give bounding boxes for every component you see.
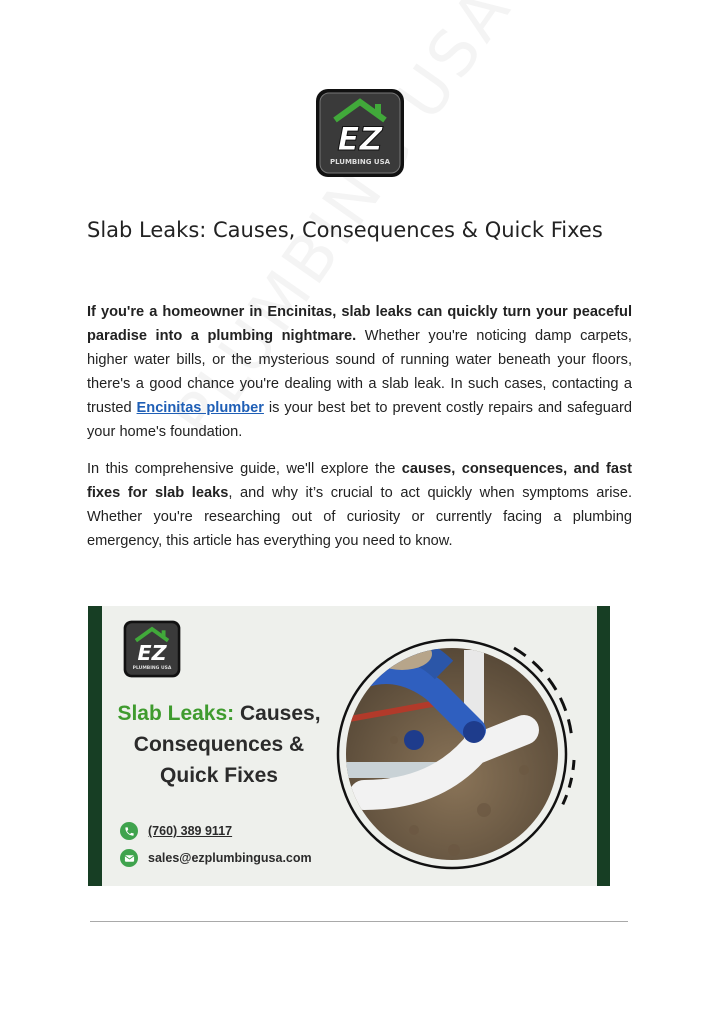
mail-icon <box>120 849 138 867</box>
banner-phone-text: (760) 389 9117 <box>148 824 233 838</box>
intro-bold-lead: If you're a homeowner in Encinitas, slab leaks can quickly turn your peaceful paradise into a plumbing nightmare. <box>87 304 632 344</box>
ez-plumbing-logo <box>315 88 405 178</box>
banner-email-text: sales@ezplumbingusa.com <box>148 851 312 865</box>
banner-title-rest: Causes, Consequences & Quick Fixes <box>133 702 321 787</box>
intro-text-b: is your best bet to prevent costly repairs and safeguard your home's foundation. <box>87 400 632 440</box>
banner-logo-tagline: PLUMBING USA <box>132 665 172 671</box>
guide-text-a: In this comprehensive guide, we'll explore the <box>87 461 402 477</box>
footer-divider <box>90 921 628 922</box>
intro-text-a: Whether you're noticing damp carpets, higher water bills, or the mysterious sound of running water beneath your floors, there's a good chance you're dealing with a slab leak. In such cases, contacting a trusted <box>87 328 632 416</box>
intro-paragraph <box>87 300 632 444</box>
logo-brand-text: EZ <box>337 120 383 158</box>
page-title: Slab Leaks: Causes, Consequences & Quick Fixes <box>87 218 603 242</box>
banner-left-edge <box>88 606 102 886</box>
encinitas-plumber-link[interactable]: Encinitas plumber <box>136 400 264 416</box>
banner-email <box>120 849 312 867</box>
banner-right-edge <box>597 606 610 886</box>
banner-phone <box>120 822 232 840</box>
logo-tagline: PLUMBING USA <box>329 158 391 166</box>
banner-logo <box>123 620 181 678</box>
banner-logo-brand: EZ <box>137 640 167 665</box>
guide-text-b: , and why it’s crucial to act quickly when symptoms arise. Whether you're researching out of curiosity or currently facing a plumbing emergency, this article has everything you need to know. <box>87 485 632 549</box>
banner-title <box>108 698 330 791</box>
hero-banner-image <box>88 606 610 886</box>
guide-bold-topics: causes, consequences, and fast fixes for slab leaks <box>87 461 632 501</box>
guide-paragraph <box>87 457 632 553</box>
plumber-photo <box>324 620 586 882</box>
banner-title-green: Slab Leaks: <box>117 702 235 725</box>
phone-icon <box>120 822 138 840</box>
